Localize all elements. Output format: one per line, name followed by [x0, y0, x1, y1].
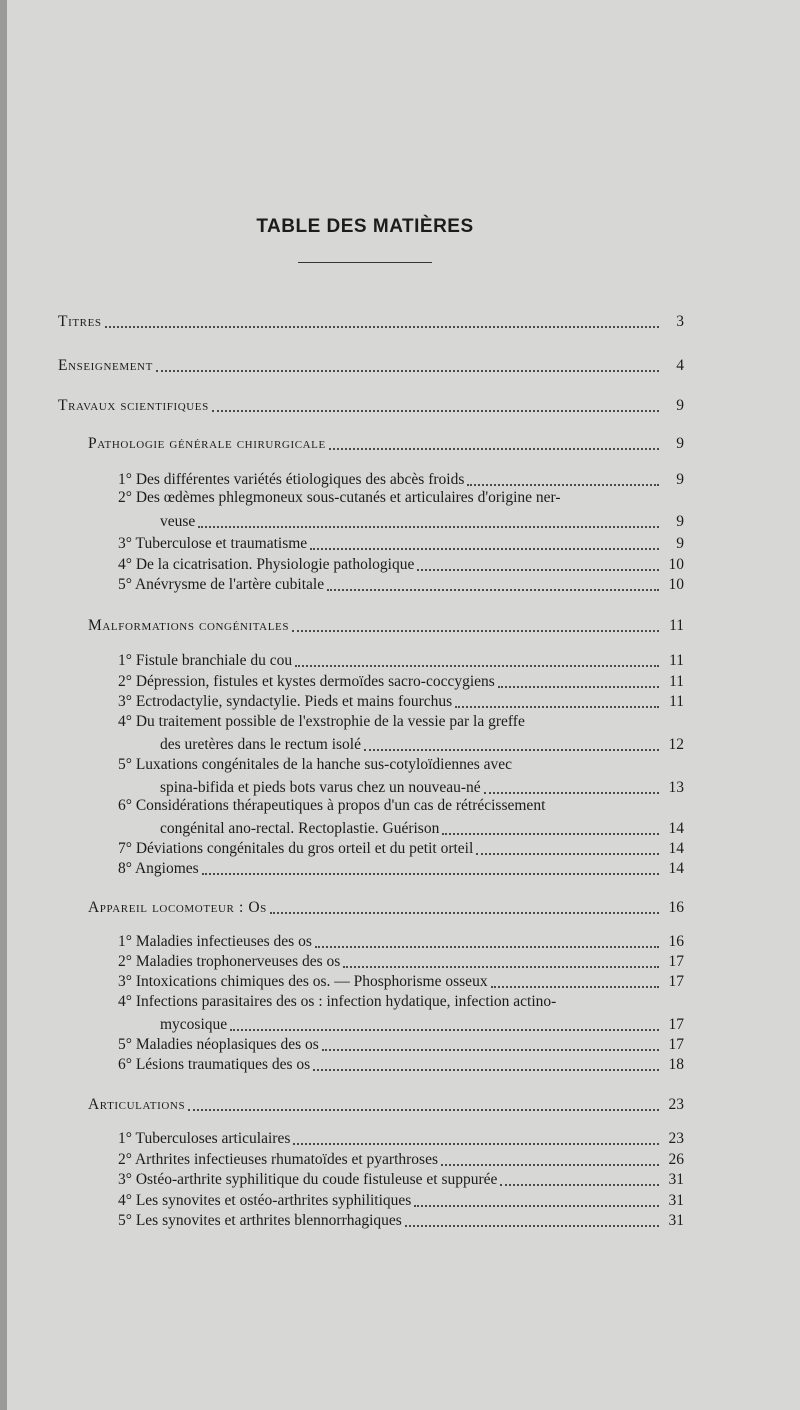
toc-item [118, 1168, 684, 1190]
dot-leader [295, 664, 659, 667]
toc-entry-label: 2° Arthrites infectieuses rhumatoïdes et pyarthroses [118, 1151, 438, 1168]
toc-item [118, 930, 684, 952]
dot-leader [313, 1068, 659, 1071]
toc-entry-label: 3° Intoxications chimiques des os. — Phosphorisme osseux [118, 973, 488, 990]
toc-entry-page: 9 [676, 471, 684, 488]
dot-leader [329, 447, 659, 450]
toc-entry-page: 16 [668, 933, 684, 950]
dot-leader [230, 1028, 659, 1031]
dot-leader [405, 1224, 659, 1227]
toc-entry-page: 13 [668, 779, 684, 796]
toc-entry-label: Appareil locomoteur : Os [88, 899, 267, 916]
toc-item-line: 5° Luxations congénitales de la hanche sus-cotyloïdiennes avec [118, 756, 513, 773]
toc-entry-page: 3 [676, 313, 684, 330]
toc-item [160, 733, 684, 755]
toc-section-pathologie [88, 432, 684, 454]
toc-entry-label: Pathologie générale chirurgicale [88, 435, 326, 452]
toc-item [118, 950, 684, 972]
dot-leader [455, 705, 659, 708]
toc-entry-label: 8° Angiomes [118, 860, 199, 877]
toc-entry-label: 1° Maladies infectieuses des os [118, 933, 312, 950]
toc-entry-page: 18 [668, 1056, 684, 1073]
toc-item [160, 817, 684, 839]
dot-leader [414, 1204, 659, 1207]
dot-leader [292, 629, 659, 632]
toc-entry-page: 10 [668, 576, 684, 593]
toc-entry-page: 11 [669, 617, 684, 634]
toc-entry-label: spina-bifida et pieds bots varus chez un nouveau-né [160, 779, 481, 796]
dot-leader [327, 588, 659, 591]
toc-entry-label: 3° Ostéo-arthrite syphilitique du coude fistuleuse et suppurée [118, 1171, 498, 1188]
toc-entry-label: 4° De la cicatrisation. Physiologie pathologique [118, 556, 415, 573]
toc-entry-label: des uretères dans le rectum isolé [160, 736, 361, 753]
toc-entry-page: 14 [668, 840, 684, 857]
toc-entry-page: 31 [668, 1192, 684, 1209]
dot-leader [467, 483, 659, 486]
dot-leader [188, 1108, 659, 1111]
toc-item [160, 776, 684, 798]
toc-entry-page: 14 [668, 820, 684, 837]
toc-item [118, 1148, 684, 1170]
dot-leader [270, 911, 659, 914]
toc-entry-enseignement [58, 354, 684, 376]
toc-item-line: 4° Infections parasitaires des os : infection hydatique, infection actino- [118, 993, 557, 1010]
toc-item [118, 1127, 684, 1149]
dot-leader [476, 852, 659, 855]
toc-entry-label: Articulations [88, 1096, 186, 1113]
toc-entry-label: 4° Les synovites et ostéo-arthrites syphilitiques [118, 1192, 412, 1209]
toc-entry-label: veuse [160, 513, 196, 530]
dot-leader [441, 1163, 659, 1166]
toc-item [118, 553, 684, 575]
toc-entry-label: 2° Maladies trophonerveuses des os [118, 953, 341, 970]
toc-entry-page: 11 [669, 652, 684, 669]
dot-leader [202, 872, 659, 875]
toc-item-line: 6° Considérations thérapeutiques à propos d'un cas de rétrécissement [118, 797, 546, 814]
dot-leader [417, 568, 659, 571]
toc-entry-label: Enseignement [58, 357, 153, 374]
toc-entry-page: 11 [669, 673, 684, 690]
toc-entry-label: 5° Les synovites et arthrites blennorrhagiques [118, 1212, 402, 1229]
toc-item [118, 857, 684, 879]
dot-leader [310, 547, 659, 550]
toc-entry-label: 3° Tuberculose et traumatisme [118, 535, 308, 552]
toc-entry-page: 31 [668, 1212, 684, 1229]
toc-item [118, 468, 684, 490]
toc-entry-label: 1° Tuberculoses articulaires [118, 1130, 291, 1147]
toc-entry-page: 23 [668, 1130, 684, 1147]
toc-entry-page: 17 [668, 1016, 684, 1033]
dot-leader [498, 685, 659, 688]
toc-item [118, 670, 684, 692]
toc-entry-label: Travaux scientifiques [58, 397, 209, 414]
toc-section-articulations [88, 1093, 684, 1115]
toc-entry-page: 9 [676, 435, 684, 452]
toc-item [118, 690, 684, 712]
toc-entry-page: 9 [676, 513, 684, 530]
toc-entry-label: 6° Lésions traumatiques des os [118, 1056, 311, 1073]
toc-entry-label: Titres [58, 313, 102, 330]
dot-leader [322, 1048, 659, 1051]
toc-entry-page: 4 [676, 357, 684, 374]
toc-entry-label: mycosique [160, 1016, 228, 1033]
toc-entry-page: 14 [668, 860, 684, 877]
toc-section-malformations [88, 614, 684, 636]
toc-section-appareil [88, 896, 684, 918]
toc-item [118, 649, 684, 671]
dot-leader [156, 369, 659, 372]
dot-leader [343, 965, 659, 968]
toc-entry-label: 5° Anévrysme de l'artère cubitale [118, 576, 325, 593]
toc-item [118, 1053, 684, 1075]
dot-leader [105, 325, 659, 328]
toc-item [160, 510, 684, 532]
dot-leader [198, 525, 659, 528]
dot-leader [491, 985, 659, 988]
toc-entry-label: 2° Dépression, fistules et kystes dermoïdes sacro-coccygiens [118, 673, 495, 690]
toc-item [118, 970, 684, 992]
toc-entry-label: 5° Maladies néoplasiques des os [118, 1036, 319, 1053]
toc-item [118, 837, 684, 859]
toc-entry-label: 7° Déviations congénitales du gros orteil et du petit orteil [118, 840, 474, 857]
toc-entry-page: 9 [676, 535, 684, 552]
toc-entry-label: 1° Des différentes variétés étiologiques des abcès froids [118, 471, 465, 488]
toc-entry-label: 1° Fistule branchiale du cou [118, 652, 293, 669]
toc-entry-page: 10 [668, 556, 684, 573]
toc-item-line: 2° Des œdèmes phlegmoneux sous-cutanés et articulaires d'origine ner- [118, 489, 561, 506]
toc-entry-label: 3° Ectrodactylie, syndactylie. Pieds et mains fourchus [118, 693, 453, 710]
toc-entry-page: 11 [669, 693, 684, 710]
toc-entry-travaux [58, 394, 684, 416]
toc-entry-label: Malformations congénitales [88, 617, 290, 634]
dot-leader [293, 1142, 659, 1145]
toc-entry-page: 26 [668, 1151, 684, 1168]
toc-item [118, 573, 684, 595]
page-title: TABLE DES MATIÈRES [256, 216, 474, 237]
toc-item [118, 1209, 684, 1231]
dot-leader [364, 748, 659, 751]
toc-item [118, 1189, 684, 1211]
dot-leader [484, 791, 659, 794]
dot-leader [315, 945, 659, 948]
toc-entry-label: congénital ano-rectal. Rectoplastie. Guérison [160, 820, 440, 837]
dot-leader [212, 409, 659, 412]
toc-item [160, 1013, 684, 1035]
dot-leader [500, 1183, 659, 1186]
toc-item [118, 532, 684, 554]
toc-entry-page: 17 [668, 1036, 684, 1053]
dot-leader [442, 832, 659, 835]
toc-entry-page: 23 [668, 1096, 684, 1113]
toc-entry-page: 17 [668, 953, 684, 970]
toc-entry-page: 31 [668, 1171, 684, 1188]
toc-entry-page: 12 [668, 736, 684, 753]
title-divider [298, 262, 432, 263]
toc-entry-page: 17 [668, 973, 684, 990]
toc-entry-page: 16 [668, 899, 684, 916]
toc-item [118, 1033, 684, 1055]
toc-entry-titres [58, 310, 684, 332]
toc-entry-page: 9 [676, 397, 684, 414]
toc-item-line: 4° Du traitement possible de l'exstrophie de la vessie par la greffe [118, 713, 525, 730]
